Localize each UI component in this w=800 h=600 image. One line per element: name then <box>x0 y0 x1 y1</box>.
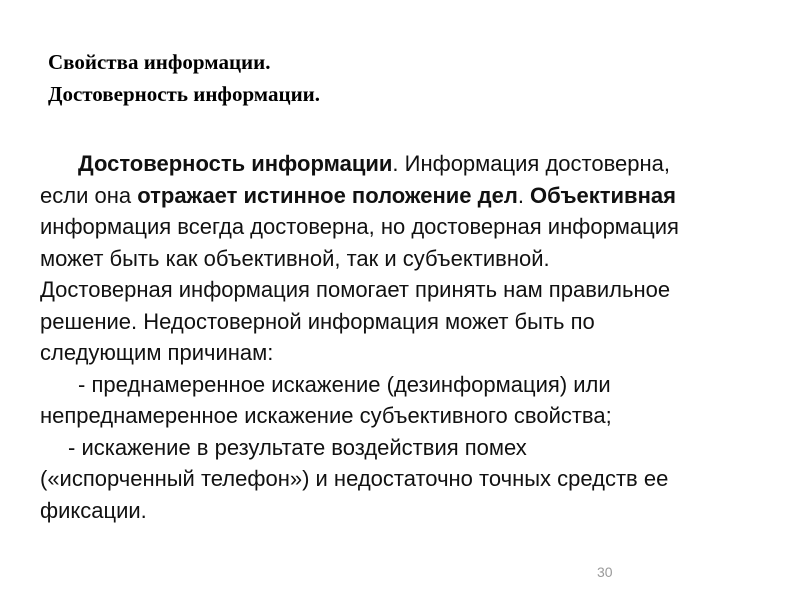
emphasis-true-state: отражает истинное положение дел <box>137 182 518 208</box>
body-text <box>40 148 760 526</box>
slide-title <box>48 46 320 110</box>
term-reliability: Достоверность информации <box>78 151 393 176</box>
body-line-8: - преднамеренное искажение (дезинформация) или <box>78 371 611 397</box>
body-line-9: непреднамеренное искажение субъективного свойства; <box>40 403 612 428</box>
body-line-1-rest: . Информация достоверна, <box>392 151 670 176</box>
body-line-2 <box>40 180 760 212</box>
body-line-2-mid: . <box>517 182 531 208</box>
body-line-4: может быть как объективной, так и субъективной. <box>40 245 550 271</box>
title-line-2: Достоверность информации. <box>48 82 321 106</box>
term-objective: Объективная <box>530 182 676 208</box>
body-line-6: решение. Недостоверной информация может быть по <box>40 308 595 334</box>
body-line-10: - искажение в результате воздействия помех <box>68 434 527 460</box>
body-line-1 <box>40 148 760 180</box>
body-line-11: («испорченный телефон») и недостаточно точных средств ее <box>40 466 669 491</box>
body-line-5: Достоверная информация помогает принять нам правильное <box>40 277 671 302</box>
body-line-3: информация всегда достоверна, но достоверная информация <box>40 214 679 239</box>
title-line-1: Свойства информации. <box>48 50 271 74</box>
page-number: 30 <box>597 564 613 580</box>
body-line-7: следующим причинам: <box>40 340 274 365</box>
body-line-12: фиксации. <box>40 497 147 523</box>
body-line-2-start: если она <box>40 182 138 208</box>
